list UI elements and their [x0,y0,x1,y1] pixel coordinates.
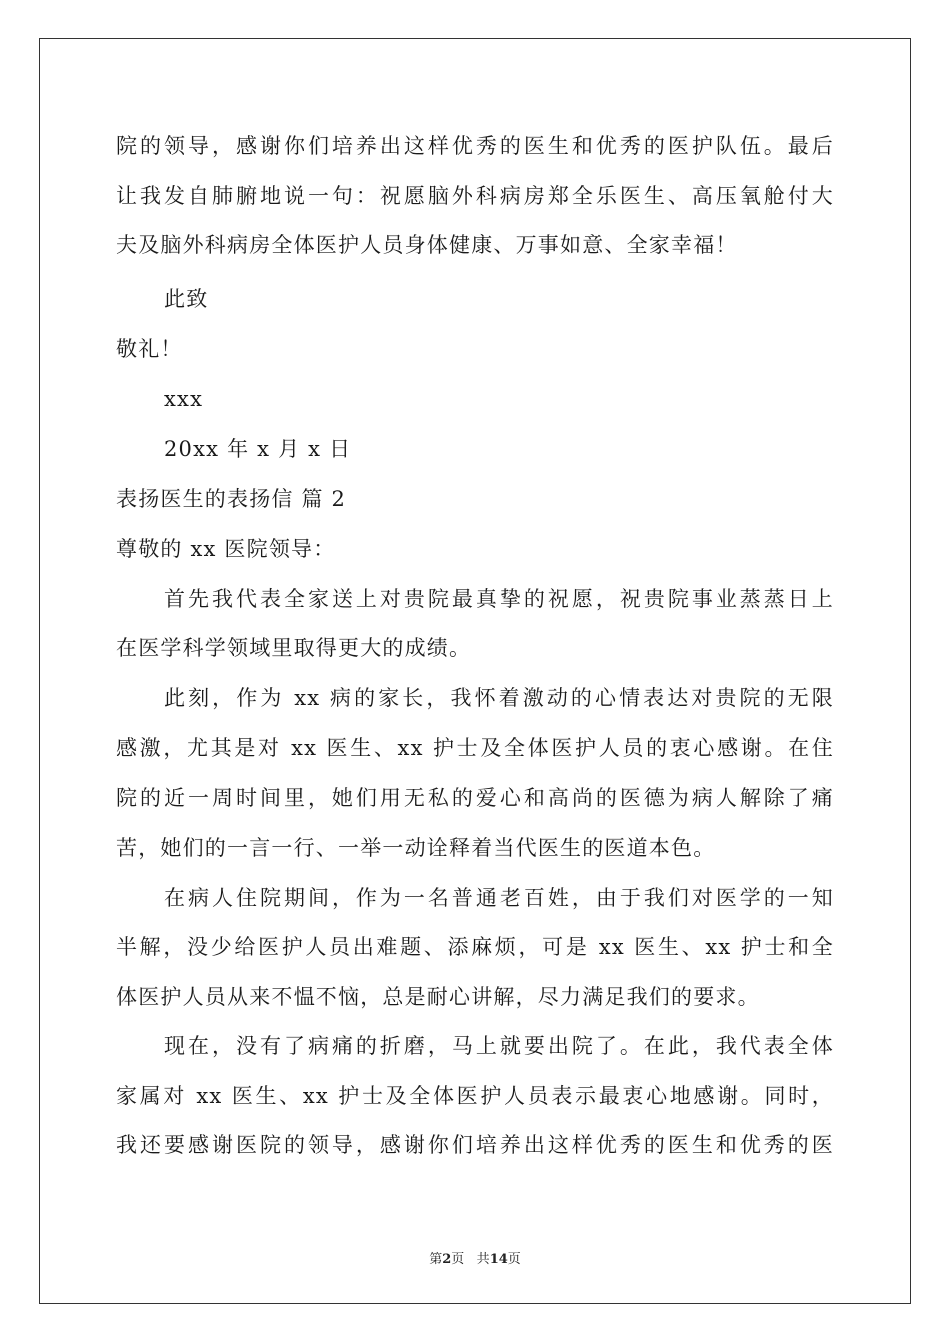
text-line: 苦，她们的一言一行、一举一动诠释着当代医生的医道本色。 [116,836,716,860]
section-title: 表扬医生的表扬信 篇 2 [116,487,347,511]
text-line: 夫及脑外科病房全体医护人员身体健康、万事如意、全家幸福！ [116,233,738,257]
salutation-line: 敬礼！ [116,337,183,361]
text-line: 首先我代表全家送上对贵院最真挚的祝愿，祝贵院事业蒸蒸日上 [164,587,834,611]
text-line: 现在，没有了病痛的折磨，马上就要出院了。在此，我代表全体 [164,1034,834,1058]
text-line: 体医护人员从来不愠不恼，总是耐心讲解，尽力满足我们的要求。 [116,985,760,1009]
page-prefix: 第 [429,1252,443,1267]
text-line: 让我发自肺腑地说一句：祝愿脑外科病房郑全乐医生、高压氧舱付大 [116,184,834,208]
text-line: 半解，没少给医护人员出难题、添麻烦，可是 xx 医生、xx 护士和全 [116,935,834,959]
text-line: 家属对 xx 医生、xx 护士及全体医护人员表示最衷心地感谢。同时， [116,1084,834,1108]
text-line: 此刻，作为 xx 病的家长，我怀着激动的心情表达对贵院的无限 [164,686,834,710]
page-border [39,38,911,1304]
page-footer [0,1248,950,1267]
signature-name: xxx [164,387,204,411]
text-line: 院的近一周时间里，她们用无私的爱心和高尚的医德为病人解除了痛 [116,786,834,810]
salutation-line: 此致 [164,287,209,311]
page-number: 2 [442,1252,452,1267]
text-line: 在医学科学领域里取得更大的成绩。 [116,636,472,660]
page-suffix: 页 [451,1252,465,1267]
total-pages: 14 [489,1252,508,1267]
text-line: 感激，尤其是对 xx 医生、xx 护士及全体医护人员的衷心感谢。在住 [116,736,834,760]
total-suffix: 页 [507,1252,521,1267]
text-line: 院的领导，感谢你们培养出这样优秀的医生和优秀的医护队伍。最后 [116,134,834,158]
text-line: 在病人住院期间，作为一名普通老百姓，由于我们对医学的一知 [164,886,834,910]
signature-date: 20xx 年 x 月 x 日 [164,437,352,461]
total-prefix: 共 [476,1252,490,1267]
text-line: 我还要感谢医院的领导，感谢你们培养出这样优秀的医生和优秀的医 [116,1133,834,1157]
greeting-line: 尊敬的 xx 医院领导： [116,537,336,561]
